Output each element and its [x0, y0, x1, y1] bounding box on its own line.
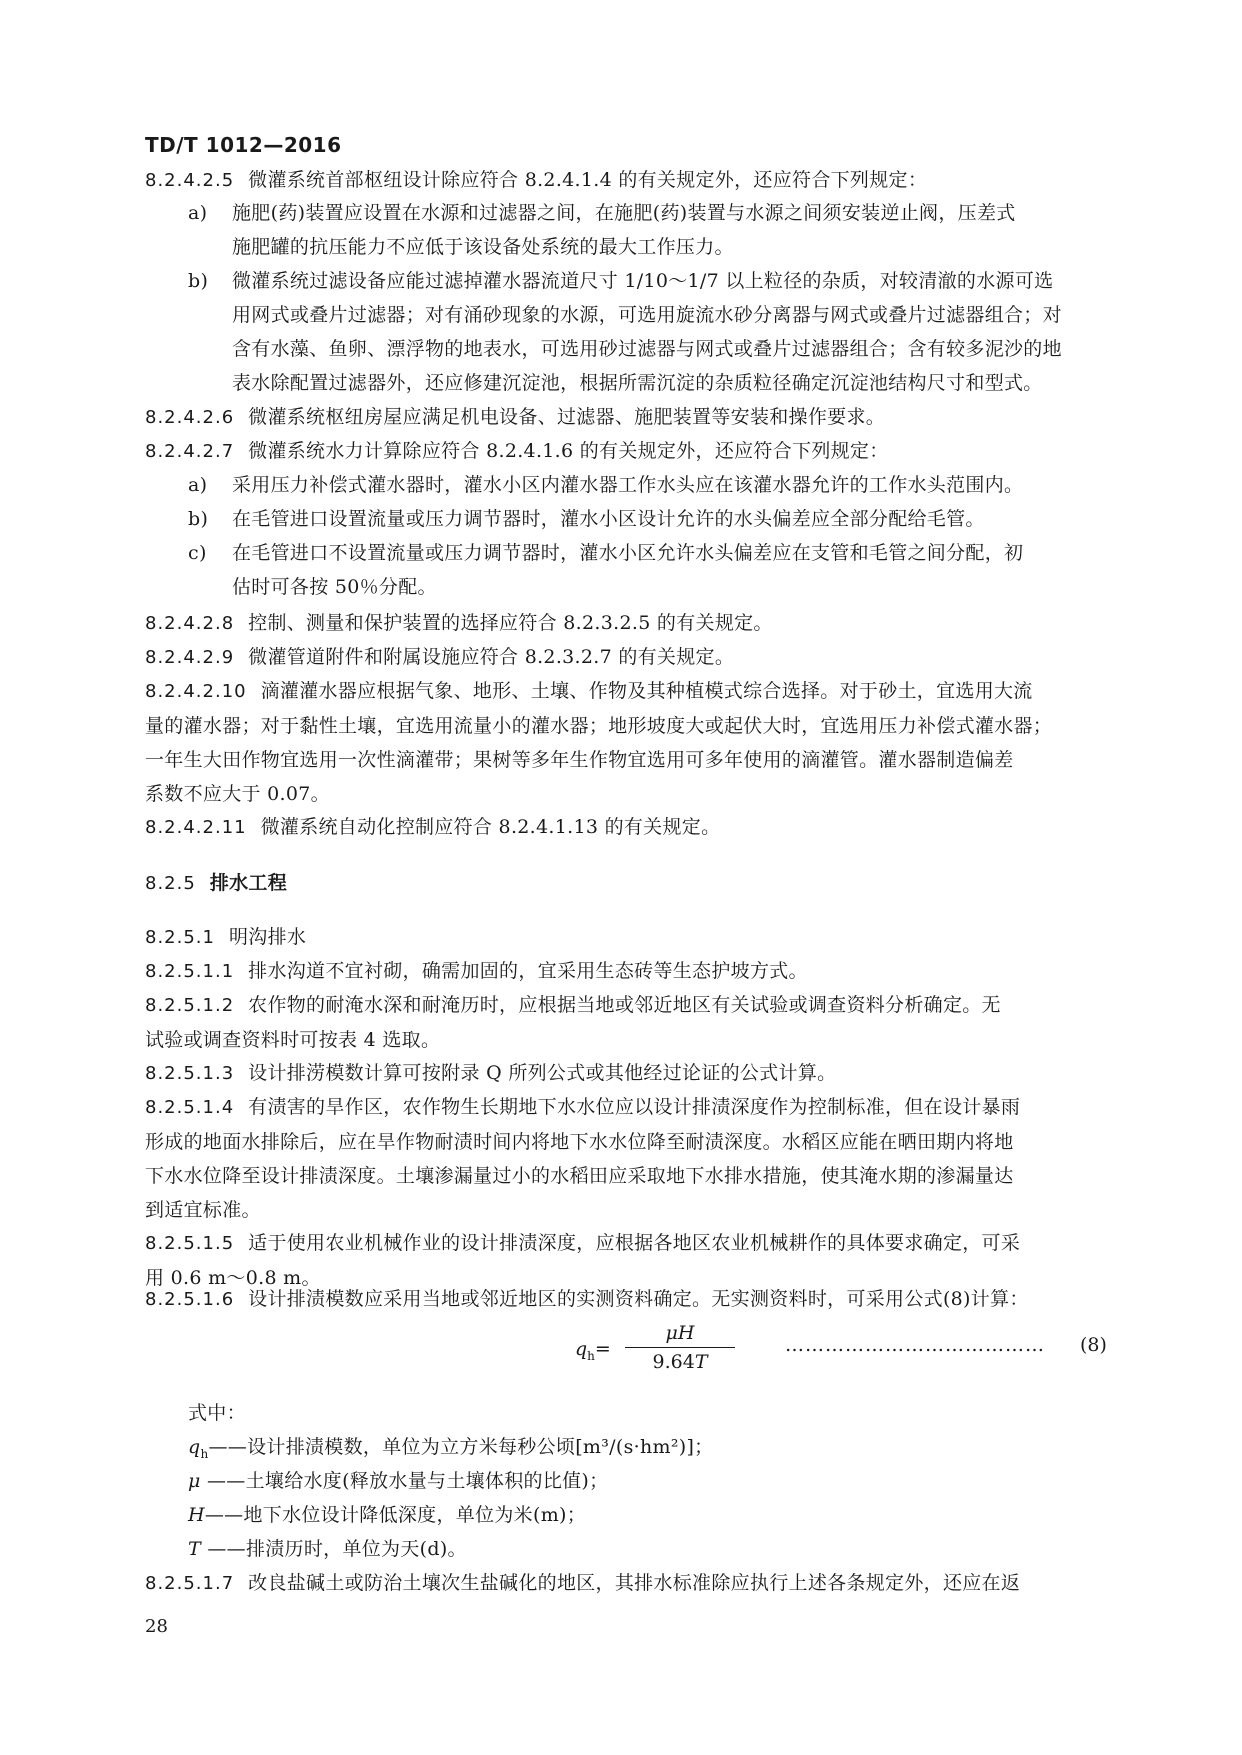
list-marker: b) — [188, 270, 209, 292]
item-line: 表水除配置过滤器外，还应修建沉淀池，根据所需沉淀的杂质粒径确定沉淀池结构尺寸和型式。 — [232, 372, 1043, 394]
clause-text: 量的灌水器；对于黏性土壤，宜选用流量小的灌水器；地形坡度大或起伏大时，宜选用压力补偿式灌水器； — [145, 715, 1053, 737]
clause-text: 微灌系统枢纽房屋应满足机电设备、过滤器、施肥装置等安装和操作要求。 — [248, 406, 886, 428]
clause-number: 8.2.4.2.5 — [145, 170, 235, 191]
clause-number: 8.2.5.1.5 — [145, 1233, 235, 1254]
fraction-bar — [625, 1347, 735, 1348]
item-line: 施肥(药)装置应设置在水源和过滤器之间，在施肥(药)装置与水源之间须安装逆止阀，压差式 — [232, 202, 1016, 224]
clause-number: 8.2.4.2.6 — [145, 407, 235, 428]
clause-number: 8.2.5.1.3 — [145, 1063, 235, 1084]
where-label: 式中： — [188, 1402, 246, 1424]
clause-text: 用 0.6 m～0.8 m。 — [145, 1267, 321, 1289]
formula-fraction — [625, 1320, 735, 1375]
subsection-heading-8-2-5-1 — [145, 920, 1105, 955]
clause-number: 8.2.4.2.10 — [145, 681, 247, 702]
formula-lhs: $q_h=$ — [575, 1338, 611, 1363]
clause-8-2-4-2-11 — [145, 810, 1105, 845]
clause-text: 排水沟道不宜衬砌，确需加固的，宜采用生态砖等生态护坡方式。 — [248, 960, 808, 982]
clause-text: 到适宜标准。 — [145, 1199, 261, 1221]
clause-number: 8.2.4.2.11 — [145, 817, 247, 838]
clause-8-2-4-2-9 — [145, 640, 1105, 675]
clause-text: 微灌系统水力计算除应符合 8.2.4.1.6 的有关规定外，还应符合下列规定： — [248, 440, 889, 462]
item-line: 估时可各按 50％分配。 — [232, 576, 437, 598]
variable-definition: H——地下水位设计降低深度，单位为米(m)； — [188, 1504, 587, 1526]
clause-8-2-5-1-3 — [145, 1056, 1105, 1091]
formula-numerator: μH — [665, 1322, 695, 1344]
clause-8-2-5-1-1 — [145, 954, 1105, 989]
clause-text: 微灌系统自动化控制应符合 8.2.4.1.13 的有关规定。 — [260, 816, 721, 838]
list-item-b — [188, 264, 1105, 400]
variable-definition: $q_h——$设计排渍模数，单位为立方米每秒公顷[m³/(s·hm²)]； — [188, 1436, 714, 1461]
variable-definition: μ ——土壤给水度(释放水量与土壤体积的比值)； — [188, 1470, 609, 1492]
clause-text: 有渍害的旱作区，农作物生长期地下水水位应以设计排渍深度作为控制标准，但在设计暴雨 — [248, 1096, 1021, 1118]
page-number: 28 — [145, 1616, 168, 1637]
variable-definition: T ——排渍历时，单位为天(d)。 — [188, 1538, 467, 1560]
clause-8-2-5-1-6 — [145, 1282, 1105, 1317]
clause-number: 8.2.4.2.9 — [145, 647, 235, 668]
formula-denominator: 9.64T — [652, 1351, 708, 1373]
list-item-b — [188, 502, 1105, 536]
clause-8-2-4-2-6 — [145, 400, 1105, 435]
clause-number: 8.2.5.1.7 — [145, 1573, 235, 1594]
list-item-c — [188, 536, 1105, 604]
list-marker: a) — [188, 202, 208, 224]
item-line: 含有水藻、鱼卵、漂浮物的地表水，可选用砂过滤器与网式或叠片过滤器组合；含有较多泥沙的地 — [232, 338, 1062, 360]
clause-8-2-4-2-5 — [145, 163, 1105, 198]
clause-text: 一年生大田作物宜选用一次性滴灌带；果树等多年生作物宜选用可多年使用的滴灌管。灌水器制造偏差 — [145, 749, 1014, 771]
clause-text: 试验或调查资料时可按表 4 选取。 — [145, 1029, 441, 1051]
clause-text: 改良盐碱土或防治土壤次生盐碱化的地区，其排水标准除应执行上述各条规定外，还应在返 — [248, 1572, 1021, 1594]
clause-text: 形成的地面水排除后，应在旱作物耐渍时间内将地下水水位降至耐渍深度。水稻区应能在晒田期内将地 — [145, 1131, 1014, 1153]
section-title: 明沟排水 — [228, 926, 307, 948]
formula-number: (8) — [1080, 1334, 1107, 1356]
list-marker: b) — [188, 508, 209, 530]
clause-8-2-4-2-8 — [145, 606, 1105, 641]
standard-header: TD/T 1012—2016 — [145, 133, 342, 157]
clause-text: 系数不应大于 0.07。 — [145, 783, 330, 805]
item-line: 采用压力补偿式灌水器时，灌水小区内灌水器工作水头应在该灌水器允许的工作水头范围内。 — [232, 474, 1024, 496]
clause-text: 控制、测量和保护装置的选择应符合 8.2.3.2.5 的有关规定。 — [248, 612, 773, 634]
clause-text: 适于使用农业机械作业的设计排渍深度，应根据各地区农业机械耕作的具体要求确定，可采 — [248, 1232, 1021, 1254]
clause-number: 8.2.5.1.4 — [145, 1097, 235, 1118]
clause-8-2-5-1-7 — [145, 1566, 1105, 1601]
list-marker: c) — [188, 542, 207, 564]
list-marker: a) — [188, 474, 208, 496]
clause-8-2-4-2-10 — [145, 674, 1105, 811]
section-number: 8.2.5.1 — [145, 927, 215, 948]
list-item-a — [188, 196, 1105, 264]
clause-number: 8.2.5.1.1 — [145, 961, 235, 982]
clause-8-2-4-2-7 — [145, 434, 1105, 469]
clause-text: 下水水位降至设计排渍深度。土壤渗漏量过小的水稻田应采取地下水排水措施，使其淹水期的渗漏量达 — [145, 1165, 1014, 1187]
clause-text: 微灌管道附件和附属设施应符合 8.2.3.2.7 的有关规定。 — [248, 646, 735, 668]
clause-text: 滴灌灌水器应根据气象、地形、土壤、作物及其种植模式综合选择。对于砂土，宜选用大流 — [260, 680, 1033, 702]
item-line: 施肥罐的抗压能力不应低于该设备处系统的最大工作压力。 — [232, 236, 734, 258]
section-heading-8-2-5 — [145, 866, 1105, 901]
item-line: 在毛管进口设置流量或压力调节器时，灌水小区设计允许的水头偏差应全部分配给毛管。 — [232, 508, 985, 530]
clause-text: 设计排涝模数计算可按附录 Q 所列公式或其他经过论证的公式计算。 — [248, 1062, 837, 1084]
clause-number: 8.2.4.2.7 — [145, 441, 235, 462]
list-item-a — [188, 468, 1105, 502]
clause-text: 设计排渍模数应采用当地或邻近地区的实测资料确定。无实测资料时，可采用公式(8)计算： — [248, 1288, 1029, 1310]
clause-8-2-5-1-2 — [145, 988, 1105, 1057]
formula-leader-dots: ………………………………… — [785, 1334, 1045, 1356]
item-line: 用网式或叠片过滤器；对有涌砂现象的水源，可选用旋流水砂分离器与网式或叠片过滤器组合；对 — [232, 304, 1062, 326]
clause-number: 8.2.5.1.2 — [145, 995, 235, 1016]
clause-number: 8.2.5.1.6 — [145, 1289, 235, 1310]
section-title: 排水工程 — [209, 872, 288, 894]
item-line: 在毛管进口不设置流量或压力调节器时，灌水小区允许水头偏差应在支管和毛管之间分配，初 — [232, 542, 1024, 564]
clause-number: 8.2.4.2.8 — [145, 613, 235, 634]
section-number: 8.2.5 — [145, 873, 196, 894]
clause-8-2-5-1-4 — [145, 1090, 1105, 1227]
clause-text: 农作物的耐淹水深和耐淹历时，应根据当地或邻近地区有关试验或调查资料分析确定。无 — [248, 994, 1001, 1016]
item-line: 微灌系统过滤设备应能过滤掉灌水器流道尺寸 1/10～1/7 以上粒径的杂质，对较清澈的水源可选 — [232, 270, 1054, 292]
clause-text: 微灌系统首部枢纽设计除应符合 8.2.4.1.4 的有关规定外，还应符合下列规定： — [248, 169, 928, 191]
